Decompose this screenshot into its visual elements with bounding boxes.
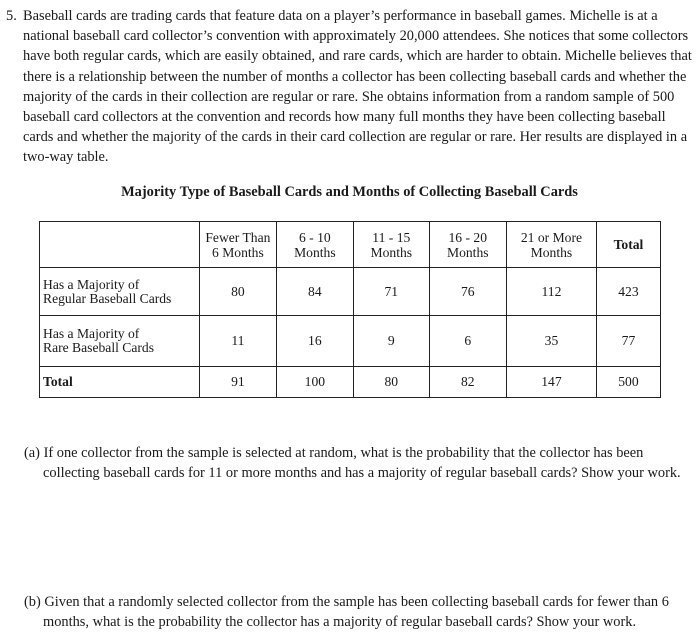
cell-rare-6-10: 16	[276, 316, 353, 367]
table-row-rare	[40, 316, 661, 367]
cell-total-11-15: 80	[354, 367, 429, 398]
cell-regular-16-20: 76	[429, 268, 506, 316]
cell-regular-fewer-than-6: 80	[200, 268, 276, 316]
column-header-6-10: 6 - 10 Months	[276, 222, 353, 268]
table-row-total	[40, 367, 661, 398]
table-header-row	[40, 222, 661, 268]
cell-rare-total: 77	[596, 316, 660, 367]
cell-total-6-10: 100	[276, 367, 353, 398]
question-b	[24, 592, 694, 632]
cell-regular-6-10: 84	[276, 268, 353, 316]
question-a-text: (a) If one collector from the sample is selected at random, what is the probability that the collector has been collecting baseball cards for 11 or more months and has a majority of regular baseball cards? Show your work.	[24, 445, 681, 482]
cell-regular-11-15: 71	[354, 268, 429, 316]
cell-rare-21-or-more: 35	[507, 316, 597, 367]
two-way-table	[39, 221, 661, 398]
problem-text: Baseball cards are trading cards that feature data on a player’s performance in baseball games. Michelle is at a national baseball card collector’s convention with approximately 20,000 attendees. She notices that some collectors have both regular cards, which are easily obtained, and rare cards, which are harder to obtain. Michelle believes that there is a relationship between the number of months a collector has been collecting baseball cards and whether the majority of the cards in their collection are regular or rare. She obtains information from a random sample of 500 baseball card collectors at the convention and records how many full months they have been collecting baseball cards and whether the majority of the cards in their card collection are regular or rare. Her results are displayed in a two-way table.	[23, 8, 692, 166]
cell-rare-16-20: 6	[429, 316, 506, 367]
cell-total-fewer-than-6: 91	[200, 367, 276, 398]
cell-rare-11-15: 9	[354, 316, 429, 367]
cell-regular-total: 423	[596, 268, 660, 316]
table-row-regular	[40, 268, 661, 316]
question-a	[24, 443, 694, 483]
problem-number: 5.	[6, 8, 17, 24]
table-corner-cell	[40, 222, 200, 268]
column-header-11-15: 11 - 15 Months	[354, 222, 429, 268]
problem-statement	[6, 6, 694, 168]
column-header-16-20: 16 - 20 Months	[429, 222, 506, 268]
row-label-regular: Has a Majority of Regular Baseball Cards	[40, 268, 200, 316]
cell-total-16-20: 82	[429, 367, 506, 398]
column-header-fewer-than-6: Fewer Than 6 Months	[200, 222, 276, 268]
cell-rare-fewer-than-6: 11	[200, 316, 276, 367]
cell-total-21-or-more: 147	[507, 367, 597, 398]
cell-grand-total: 500	[596, 367, 660, 398]
column-header-21-or-more: 21 or More Months	[507, 222, 597, 268]
cell-regular-21-or-more: 112	[507, 268, 597, 316]
question-b-text: (b) Given that a randomly selected collector from the sample has been collecting baseball cards for fewer than 6 months, what is the probability the collector has a majority of regular baseball cards? Show your work.	[24, 594, 669, 631]
table-title: Majority Type of Baseball Cards and Months of Collecting Baseball Cards	[121, 184, 578, 200]
row-label-total: Total	[40, 367, 200, 398]
row-label-rare: Has a Majority of Rare Baseball Cards	[40, 316, 200, 367]
column-header-total: Total	[596, 222, 660, 268]
